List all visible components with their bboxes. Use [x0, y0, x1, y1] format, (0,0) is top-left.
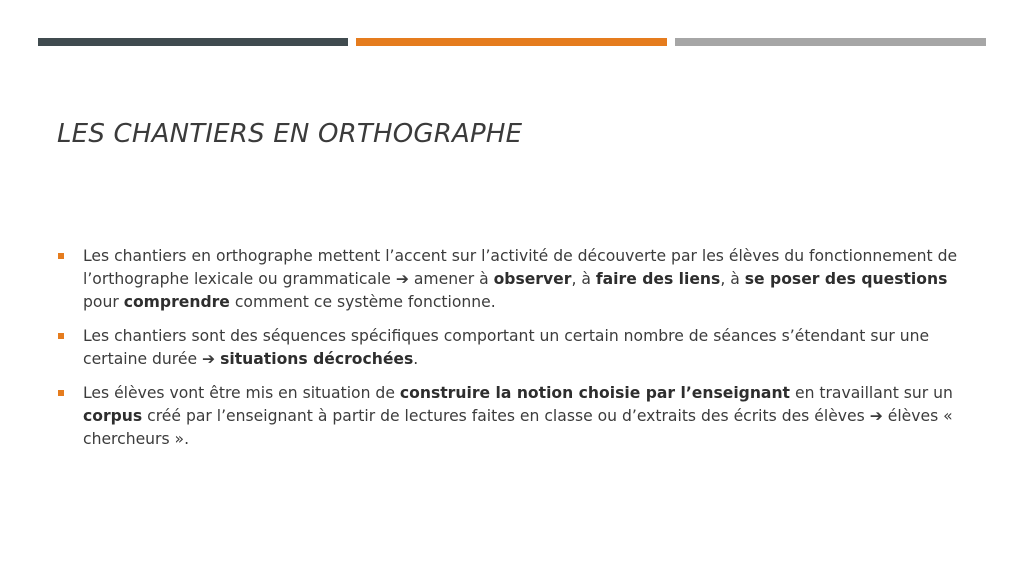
bullet-square-icon — [58, 253, 64, 259]
bullet-list — [57, 245, 967, 462]
header-bar-gray — [675, 38, 986, 46]
bullet-item-3 — [57, 382, 967, 451]
bullet-2-text-2: . — [413, 350, 419, 368]
bullet-item-2 — [57, 325, 967, 371]
bullet-2-text-1: Les chantiers sont des séquences spécifiques comportant un certain nombre de séances s’étendant sur une certaine durée — [83, 327, 930, 368]
bullet-1-text-3: , à — [571, 270, 596, 288]
bullet-2-bold-situations: situations décrochées — [220, 350, 414, 368]
bullet-1-bold-liens: faire des liens — [595, 270, 721, 288]
bullet-3-bold-corpus: corpus — [83, 407, 143, 425]
header-bar-dark — [38, 38, 348, 46]
bullet-3-text-1: Les élèves vont être mis en situation de — [83, 384, 400, 402]
arrow-right-icon: ➔ — [869, 407, 883, 425]
bullet-1-text-5: pour — [83, 293, 124, 311]
bullet-item-1 — [57, 245, 967, 314]
bullet-1-text-1: Les chantiers en orthographe mettent l’accent sur l’activité de découverte par les élèves du fonctionnement de l’orthographe lexicale ou grammaticale — [83, 247, 958, 288]
bullet-1-text-2: amener à — [408, 270, 494, 288]
arrow-right-icon: ➔ — [202, 350, 216, 368]
bullet-3-bold-notion: construire la notion choisie par l’enseignant — [399, 384, 791, 402]
bullet-square-icon — [58, 333, 64, 339]
bullet-1-bold-comprendre: comprendre — [123, 293, 230, 311]
slide-title: LES CHANTIERS EN ORTHOGRAPHE — [57, 119, 523, 149]
header-bar-orange — [356, 38, 667, 46]
bullet-3-text-2: en travaillant sur un — [790, 384, 953, 402]
arrow-right-icon: ➔ — [395, 270, 409, 288]
bullet-3-text-4: élèves « chercheurs ». — [83, 407, 953, 448]
bullet-1-text-4: , à — [720, 270, 745, 288]
bullet-1-bold-observer: observer — [493, 270, 572, 288]
bullet-1-text-6: comment ce système fonctionne. — [229, 293, 496, 311]
bullet-1-bold-questions: se poser des questions — [744, 270, 948, 288]
bullet-square-icon — [58, 390, 64, 396]
bullet-3-text-3: créé par l’enseignant à partir de lectures faites en classe ou d’extraits des écrits des élèves — [142, 407, 870, 425]
